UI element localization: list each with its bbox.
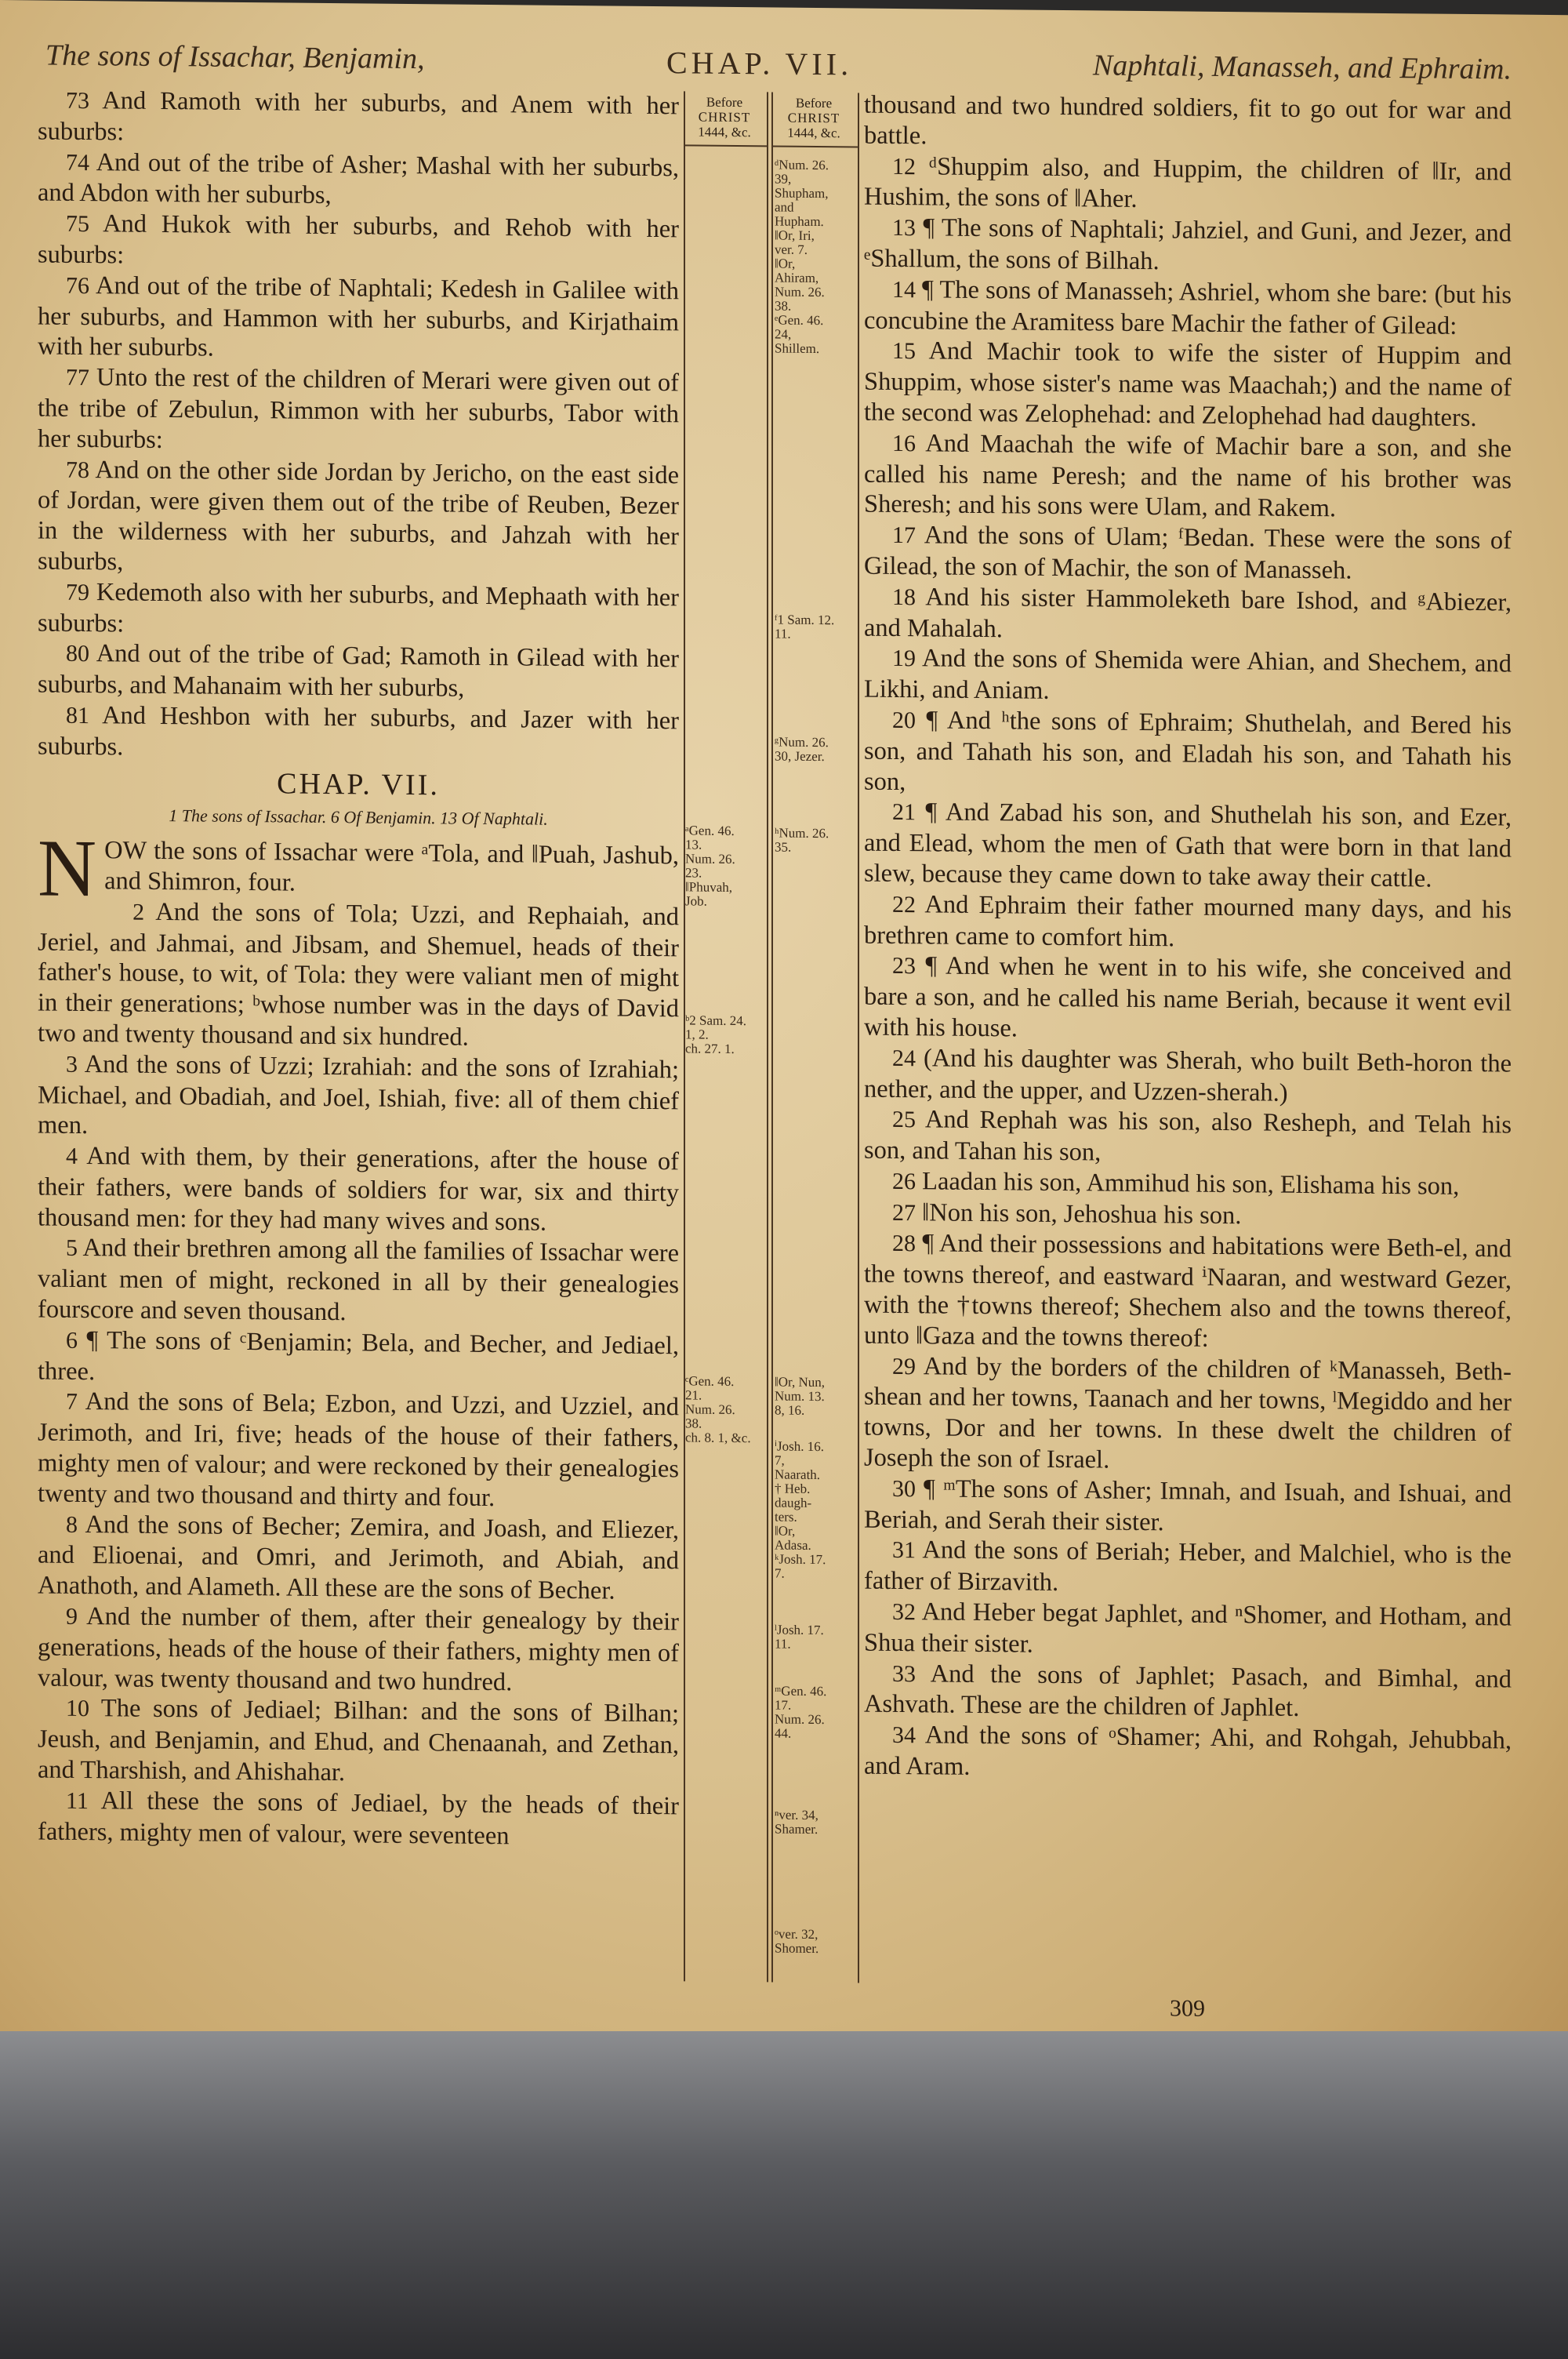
margin-note-line: ‖Or, <box>775 256 796 271</box>
verse-30 <box>864 1473 1512 1541</box>
verse-text: And out of the tribe of Asher; Mashal with her suburbs, and Abdon with her suburbs, <box>38 147 679 210</box>
margin-note-line: 30, Jezer. <box>775 748 825 765</box>
verse-text: And by the borders of the children of ᵏManasseh, Beth-shean and her towns, Taanach and her towns, ˡMegiddo and her towns, Dor and her towns. In these dwelt the children of Joseph the son of Israel. <box>864 1351 1512 1474</box>
verse-text: And on the other side Jordan by Jericho, on the east side of Jordan, were given them out of the tribe of Reuben, Bezer in the wilderness with her suburbs, and Jahzah with her suburbs, <box>38 455 679 576</box>
verse-12 <box>864 151 1512 219</box>
verse-34 <box>864 1720 1512 1788</box>
margin-note-line: ᶜGen. 46. <box>685 1373 735 1389</box>
verse-text: And Maachah the wife of Machir bare a son, and she called his name Peresh; and the name of his brother was Sheresh; and his sons were Ulam, and Rakem. <box>864 429 1512 523</box>
verse-19 <box>864 643 1512 711</box>
verse-20 <box>864 705 1512 803</box>
margin-note-line: ‖Or, Iri, <box>775 227 815 243</box>
verse-76 <box>38 270 679 368</box>
verse-number: 80 <box>66 641 89 667</box>
verse-number: 25 <box>892 1107 916 1133</box>
verse-number: 77 <box>66 364 89 391</box>
margin-note-line: ᵈNum. 26. <box>775 157 829 173</box>
verse-text: And the sons of Uzzi; Izrahiah: and the sons of Izrahiah; Michael, and Obadiah, and Joel, Ishiah, five: all of them chief men. <box>38 1049 679 1140</box>
verses-chapter-7-right <box>864 151 1512 1787</box>
margin-note <box>775 1808 851 1837</box>
verse-17 <box>864 520 1512 588</box>
verse-text: ¶ The sons of Naphtali; Jahziel, and Guni, and Jezer, and ᵉShallum, the sons of Bilhah. <box>864 213 1512 276</box>
verse-number: 14 <box>892 276 916 303</box>
verse-3 <box>38 1049 679 1147</box>
verse-text: And the sons of Bela; Ezbon, and Uzzi, and Uzziel, and Jerimoth, and Iri, five; heads of the house of their fathers, mighty men of valour; and were reckoned by their genealogies twenty and two thousand and thirty and four. <box>38 1387 679 1512</box>
margin-note-line: ‖Or, Nun, <box>775 1374 826 1390</box>
verse-number: 6 <box>66 1327 78 1354</box>
margin-note <box>775 1623 851 1652</box>
verse-number: 4 <box>66 1143 78 1170</box>
verse-31 <box>864 1535 1512 1603</box>
verse-number: 16 <box>892 430 916 456</box>
verse-6 <box>38 1325 679 1392</box>
running-head-center: CHAP. VII. <box>666 45 853 82</box>
margin-note-line: 13. <box>685 837 702 852</box>
margin-note-line: † Heb. <box>775 1481 811 1496</box>
verse-text: ¶ The sons of ᶜBenjamin; Bela, and Becher, and Jediael, three. <box>38 1325 680 1386</box>
margin-note-line: Adasa. <box>775 1537 811 1553</box>
margin-note-line: 17. <box>775 1697 792 1713</box>
verse-text: Kedemoth also with her suburbs, and Mephaath with her suburbs: <box>38 577 679 638</box>
verse-2 <box>38 896 679 1055</box>
verse-number: 5 <box>66 1235 78 1262</box>
margin-note-line: ᵃGen. 46. <box>685 823 735 838</box>
verse-5 <box>38 1233 679 1331</box>
margin-header-rule <box>684 144 767 147</box>
margin-note-line: ch. 27. 1. <box>685 1041 735 1056</box>
verse-text: The sons of Jediael; Bilhan: and the sons of Bilhan; Jeush, and Benjamin, and Ehud, and Chenaanah, and Zethan, and Tharshish, and Ahishahar. <box>38 1694 679 1787</box>
margin-note-line: 35. <box>775 839 792 855</box>
verse-number: 23 <box>892 953 916 980</box>
margin-note-line: ‖Phuvah, <box>685 879 733 895</box>
margin-note-line: 24, <box>775 326 792 342</box>
verse-number: 7 <box>66 1389 78 1416</box>
verse-29 <box>864 1350 1512 1479</box>
verse-number: 31 <box>892 1537 916 1564</box>
margin-note-line: ᵍNum. 26. <box>775 734 829 751</box>
verse-number: 10 <box>66 1696 89 1722</box>
verse-number: 20 <box>892 707 916 734</box>
verse-number: 30 <box>892 1475 916 1503</box>
margin-note-line: Naarath. <box>775 1467 821 1483</box>
verse-number: 78 <box>66 456 89 483</box>
margin-note-line: ˡJosh. 17. <box>775 1622 824 1638</box>
verse-text: And out of the tribe of Gad; Ramoth in Gilead with her suburbs, and Mahanaim with her suburbs, <box>38 639 679 703</box>
verse-text: ‖Non his son, Jehoshua his son. <box>922 1198 1242 1230</box>
verse-text: And the sons of Japhlet; Pasach, and Bimhal, and Ashvath. These are the children of Japhlet. <box>864 1659 1512 1723</box>
margin-note <box>775 158 851 356</box>
verse-33 <box>864 1658 1512 1726</box>
verse-text: And the sons of Becher; Zemira, and Joash, and Eliezer, and Elioenai, and Omri, and Jerimoth, and Abiah, and Anathoth, and Alameth. All these are the sons of Becher. <box>38 1510 679 1605</box>
column-rule <box>771 92 773 1982</box>
verse-number: 19 <box>892 645 916 672</box>
margin-note-line: Hupham. <box>775 213 824 230</box>
verse-text: And out of the tribe of Naphtali; Kedesh in Galilee with her suburbs, and Hammon with her suburbs, and Kirjathaim with her suburbs. <box>38 271 679 362</box>
margin-note-line: ⁱJosh. 16. <box>775 1438 825 1455</box>
margin-note-line: Num. 13. <box>775 1388 825 1405</box>
margin-note-line: ᵐGen. 46. <box>775 1683 827 1699</box>
margin-note-line: ʰNum. 26. <box>775 825 829 841</box>
verse-number: 74 <box>66 149 89 176</box>
verse-text: And Hukok with her suburbs, and Rehob with her suburbs: <box>38 209 679 270</box>
verse-text: ¶ And their possessions and habitations were Beth-el, and the towns thereof, and eastward ⁱNaaran, and westward Gezer, with the †towns thereof; Shechem also and the towns thereof, unto ‖Gaza and the towns thereof: <box>864 1229 1512 1353</box>
verse-number: 9 <box>66 1603 78 1630</box>
verse-text: And the sons of ᵒShamer; Ahi, and Rohgah, Jehubbah, and Aram. <box>864 1721 1512 1781</box>
verse-text: And the number of them, after their genealogy by their generations, heads of the house of their fathers, mighty men of valour, was twenty thousand and two hundred. <box>38 1602 679 1696</box>
margin-note-line: 7, <box>775 1452 785 1468</box>
margin-note <box>685 823 762 909</box>
verse-number: 27 <box>892 1199 916 1226</box>
margin-note-line: ᵉGen. 46. <box>775 312 824 329</box>
margin-note <box>775 1684 851 1741</box>
margin-note-line: 38. <box>685 1416 702 1431</box>
margin-note-line: Shillem. <box>775 340 820 357</box>
margin-header-right: Before CHRIST 1444, &c. <box>787 95 840 141</box>
verse-number: 81 <box>66 702 89 729</box>
verse-22 <box>864 889 1512 957</box>
verse-number: 11 <box>66 1787 89 1814</box>
verse-number: 21 <box>892 799 916 826</box>
margin-note <box>775 612 851 642</box>
verses-chapter-7-left <box>38 896 679 1853</box>
verse-77 <box>38 362 679 460</box>
margin-note-line: 7. <box>775 1565 785 1581</box>
text-column-right <box>864 90 1512 1788</box>
verse-number: 24 <box>892 1045 916 1071</box>
verse-25 <box>864 1104 1512 1172</box>
chapter-summary: 1 The sons of Issachar. 6 Of Benjamin. 13 Of Naphtali. <box>169 805 548 830</box>
margin-note-line: Num. 26. <box>775 1711 825 1728</box>
margin-note-line: ᵏJosh. 17. <box>775 1551 826 1568</box>
margin-note-line: ‖Or, <box>775 1523 796 1539</box>
verse-74 <box>38 147 679 214</box>
verse-text: And their brethren among all the families of Issachar were valiant men of might, reckoned in all by their genealogies fourscore and seven thousand. <box>38 1234 679 1327</box>
verse-8 <box>38 1509 679 1607</box>
text-column-left <box>38 85 679 1852</box>
verses-chapter-6 <box>38 85 679 767</box>
verse-9 <box>38 1601 679 1699</box>
verse-text: ¶ The sons of Manasseh; Ashriel, whom she bare: (but his concubine the Aramitess bare Machir the father of Gilead: <box>864 275 1512 340</box>
verse-text: And Heber begat Japhlet, and ⁿShomer, and Hotham, and Shua their sister. <box>864 1598 1512 1659</box>
margin-note <box>775 1927 851 1956</box>
margin-note-line: Ahiram, <box>775 270 819 286</box>
margin-note-line: ᵒver. 32, <box>775 1926 818 1943</box>
verse-number: 76 <box>66 272 89 299</box>
margin-note-line: Num. 26. <box>685 851 735 867</box>
margin-note-line: ᵇ2 Sam. 24. <box>685 1012 746 1029</box>
verse-81 <box>38 700 679 767</box>
verse-text: And Machir took to wife the sister of Huppim and Shuppim, whose sister's name was Maachah;) and the name of the second was Zelophehad: and Zelophehad had daughters. <box>864 336 1512 433</box>
verse-number: 3 <box>66 1051 78 1078</box>
verse-text: ¶ And when he went in to his wife, she conceived and bare a son, and he called his name Beriah, because it went evil with his house. <box>864 951 1512 1043</box>
drop-cap: N <box>38 823 97 914</box>
margin-header-rule <box>771 145 858 147</box>
running-head-right: Naphtali, Manasseh, and Ephraim. <box>1092 49 1512 86</box>
verse-text: And his sister Hammoleketh bare Ishod, and ᵍAbiezer, and Mahalah. <box>864 583 1512 643</box>
margin-note <box>775 1439 851 1581</box>
verse-14 <box>864 274 1512 342</box>
margin-note-line: 8, 16. <box>775 1402 805 1418</box>
verse-7 <box>38 1387 679 1515</box>
verse-text: ¶ And Zabad his son, and Shuthelah his son, and Ezer, and Elead, whom the men of Gath that were born in that land slew, because they came down to take away their cattle. <box>864 798 1512 893</box>
verse-continuation: thousand and two hundred soldiers, fit to go out for war and battle. <box>864 90 1512 151</box>
verse-number: 15 <box>892 338 916 365</box>
margin-note-line: 38. <box>775 298 792 314</box>
verse-number: 22 <box>892 891 916 918</box>
verse-text: And Ephraim their father mourned many days, and his brethren came to comfort him. <box>864 890 1512 952</box>
margin-note-line: daugh- <box>775 1495 812 1510</box>
verse-text: And Heshbon with her suburbs, and Jazer with her suburbs. <box>38 701 679 761</box>
margin-note-line: 11. <box>775 1636 791 1652</box>
background-surface <box>0 2031 1568 2359</box>
margin-note-line: Num. 26. <box>685 1401 735 1418</box>
verse-number: 17 <box>892 522 916 549</box>
verse-78 <box>38 454 679 583</box>
margin-note-line: ch. 8. 1, &c. <box>685 1430 751 1446</box>
verse-number: 32 <box>892 1598 916 1626</box>
verse-text: ¶ And ʰthe sons of Ephraim; Shuthelah, and Bered his son, and Tahath his son, and Eladah his son, and Tahath his son, <box>864 706 1512 796</box>
margin-note-line: 44. <box>775 1725 792 1741</box>
verse-number: 8 <box>66 1511 78 1538</box>
verse-text: And Ramoth with her suburbs, and Anem with her suburbs: <box>38 86 679 147</box>
verse-text: All these the sons of Jediael, by the heads of their fathers, mighty men of valour, were seventeen <box>38 1787 679 1850</box>
verse-4 <box>38 1141 679 1239</box>
verse-number: 79 <box>66 579 89 605</box>
margin-note-line: 1, 2. <box>685 1027 709 1042</box>
verse-text: Unto the rest of the children of Merari were given out of the tribe of Zebulun, Rimmon with her suburbs, Tabor with her suburbs: <box>38 363 680 454</box>
verse-text: And the sons of Tola; Uzzi, and Rephaiah, and Jeriel, and Jahmai, and Jibsam, and Shemuel, heads of their father's house, to wit, of Tola: they were valiant men of might in their generations; ᵇwhose number was in the days of David two and twenty thousand and six hundred. <box>38 897 679 1052</box>
verse-13 <box>864 213 1512 281</box>
margin-note-line: Shamer. <box>775 1821 818 1837</box>
verse-number: 26 <box>892 1168 916 1195</box>
page-number: 309 <box>1170 1995 1205 2022</box>
verse-15 <box>864 336 1512 434</box>
verse-number: 29 <box>892 1353 916 1379</box>
verse-text: And the sons of Beriah; Heber, and Malchiel, who is the father of Birzavith. <box>864 1536 1512 1598</box>
margin-note <box>775 1375 851 1418</box>
margin-note <box>685 1013 762 1056</box>
verse-28 <box>864 1228 1512 1357</box>
column-rule <box>858 93 859 1983</box>
verse-75 <box>38 209 679 276</box>
verse-number: 2 <box>132 899 145 925</box>
margin-note <box>685 1374 762 1445</box>
margin-note-line: ver. 7. <box>775 242 808 257</box>
verse-number: 73 <box>66 87 89 114</box>
chapter-title: CHAP. VII. <box>277 766 440 801</box>
verse-number: 28 <box>892 1230 916 1257</box>
margin-note-line: ⁿver. 34, <box>775 1807 818 1823</box>
verse-23 <box>864 951 1512 1049</box>
verse-number: 13 <box>892 215 916 242</box>
margin-note-line: Shupham, <box>775 185 829 202</box>
verse-text: And the sons of Shemida were Ahian, and Shechem, and Likhi, and Aniam. <box>864 644 1512 705</box>
verse-text: ᵈShuppim also, and Huppim, the children of ‖Ir, and Hushim, the sons of ‖Aher. <box>864 151 1512 214</box>
verse-79 <box>38 576 679 644</box>
verse-text: Laadan his son, Ammihud his son, Elishama his son, <box>922 1167 1460 1201</box>
verse-text: And with them, by their generations, after the house of their fathers, were bands of soldiers for war, six and thirty thousand men: for they had many wives and sons. <box>38 1142 679 1237</box>
margin-note-line: 23. <box>685 865 702 881</box>
verse-number: 75 <box>66 210 89 238</box>
verse-73 <box>38 85 679 152</box>
margin-note <box>775 735 851 764</box>
margin-note-line: and <box>775 199 794 215</box>
verse-32 <box>864 1597 1512 1665</box>
verse-24 <box>864 1042 1512 1110</box>
verse-text: ¶ ᵐThe sons of Asher; Imnah, and Isuah, and Ishuai, and Beriah, and Serah their sister. <box>864 1474 1512 1536</box>
verse-number: 12 <box>892 153 916 180</box>
verse-11 <box>38 1785 679 1852</box>
column-rule <box>767 92 768 1982</box>
margin-note-line: Shomer. <box>775 1940 819 1957</box>
verse-text: And Rephah was his son, also Resheph, and Telah his son, and Tahan his son, <box>864 1105 1512 1167</box>
verse-number: 18 <box>892 583 916 610</box>
margin-note-line: Job. <box>685 893 707 909</box>
margin-header-left: Before CHRIST 1444, &c. <box>698 94 751 140</box>
margin-note-line: Num. 26. <box>775 284 825 300</box>
verse-80 <box>38 638 679 706</box>
verse-1: NOW the sons of Issachar were ᵃTola, and ‖Puah, Jashub, and Shimron, four. <box>38 823 679 914</box>
verse-10 <box>38 1693 679 1791</box>
margin-note-line: ᶠ1 Sam. 12. <box>775 612 835 628</box>
margin-note <box>775 826 851 855</box>
verse-number: 34 <box>892 1722 916 1749</box>
margin-note-line: 21. <box>685 1387 702 1403</box>
verse-18 <box>864 581 1512 649</box>
margin-note-line: ters. <box>775 1509 797 1525</box>
verse-text: (And his daughter was Sherah, who built Beth-horon the nether, and the upper, and Uzzen-sherah.) <box>864 1044 1512 1107</box>
margin-note-line: 39, <box>775 171 792 187</box>
margin-note-line: 11. <box>775 626 791 642</box>
verse-number: 33 <box>892 1660 916 1687</box>
verse-21 <box>864 797 1512 895</box>
verse-text: And the sons of Ulam; ᶠBedan. These were the sons of Gilead, the son of Machir, the son of Manasseh. <box>864 521 1512 585</box>
verse-16 <box>864 427 1512 525</box>
running-head-left: The sons of Issachar, Benjamin, <box>45 38 425 76</box>
